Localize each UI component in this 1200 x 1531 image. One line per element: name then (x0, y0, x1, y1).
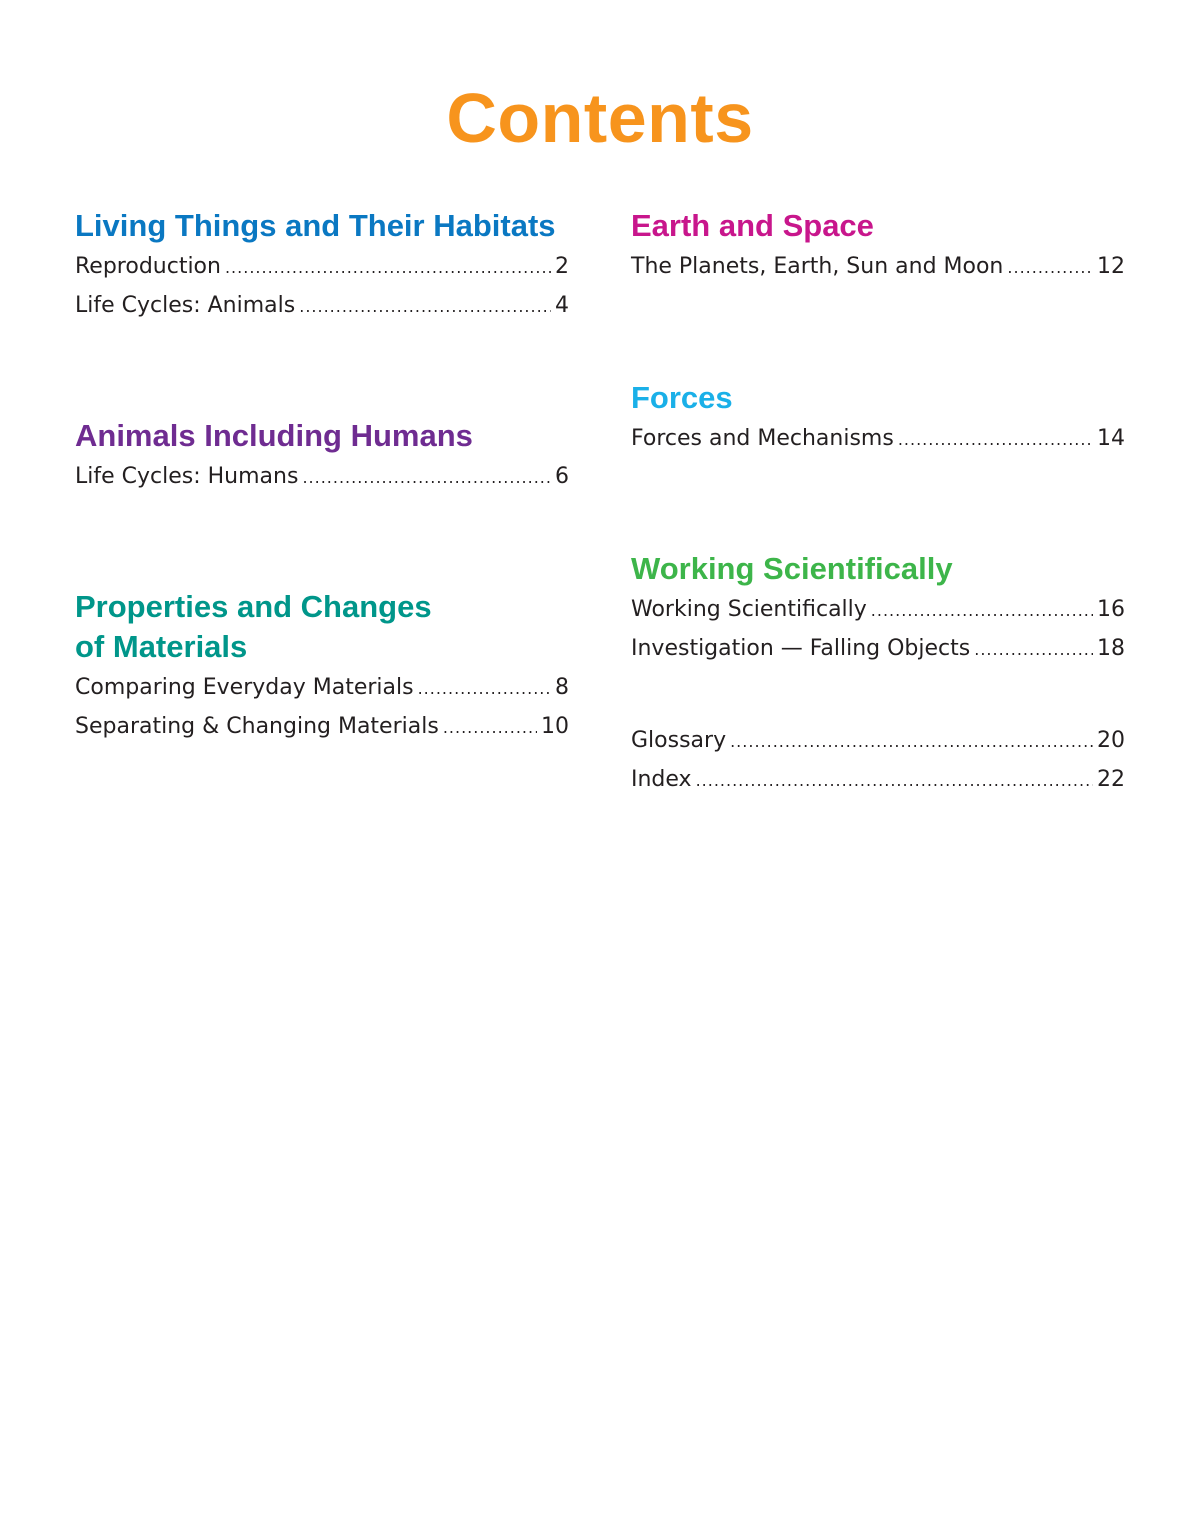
section-heading: Living Things and Their Habitats (75, 208, 556, 243)
page-number: 14 (1097, 426, 1125, 451)
entry-label: Working Scientifically (631, 597, 867, 622)
entry-label: Reproduction (75, 254, 221, 279)
dot-leader (1007, 248, 1093, 287)
toc-entry[interactable] (75, 669, 569, 708)
dot-leader (302, 458, 551, 497)
section-heading: Working Scientifically (631, 551, 953, 586)
toc-entry-glossary[interactable] (631, 722, 1125, 761)
section-animals (75, 416, 569, 497)
entry-label: Investigation — Falling Objects (631, 636, 971, 661)
toc-entry[interactable] (75, 708, 569, 747)
page-number: 16 (1097, 597, 1125, 622)
toc-entry[interactable] (631, 248, 1125, 287)
toc-entry-index[interactable] (631, 761, 1125, 800)
page-number: 2 (555, 254, 569, 279)
section-heading: Earth and Space (631, 208, 874, 243)
dot-leader (696, 761, 1093, 800)
section-back-matter (631, 722, 1125, 800)
entry-label: Comparing Everyday Materials (75, 675, 414, 700)
page-number: 20 (1097, 728, 1125, 753)
section-earth-space (631, 206, 1125, 287)
toc-entry[interactable] (75, 248, 569, 287)
page-number: 12 (1097, 254, 1125, 279)
entry-label: Separating & Changing Materials (75, 714, 439, 739)
dot-leader (299, 287, 551, 326)
page-title: Contents (446, 79, 754, 157)
entry-label: Life Cycles: Humans (75, 464, 299, 489)
entry-label: Index (631, 767, 692, 792)
section-heading: Forces (631, 380, 733, 415)
toc-entry[interactable] (75, 287, 569, 326)
dot-leader (898, 420, 1093, 459)
page-number: 4 (555, 293, 569, 318)
dot-leader (418, 669, 551, 708)
toc-entry[interactable] (631, 420, 1125, 459)
section-heading: Properties and Changes (75, 589, 432, 624)
toc-entry[interactable] (631, 630, 1125, 669)
dot-leader (871, 591, 1093, 630)
page-number: 18 (1097, 636, 1125, 661)
dot-leader (443, 708, 537, 747)
section-living-things (75, 206, 569, 326)
page-number: 22 (1097, 767, 1125, 792)
page-number: 10 (541, 714, 569, 739)
dot-leader (225, 248, 551, 287)
entry-label: Forces and Mechanisms (631, 426, 894, 451)
dot-leader (730, 722, 1093, 761)
entry-label: The Planets, Earth, Sun and Moon (631, 254, 1004, 279)
toc-entry[interactable] (631, 591, 1125, 630)
section-materials (75, 587, 569, 747)
section-heading: Animals Including Humans (75, 418, 473, 453)
dot-leader (974, 630, 1093, 669)
section-forces (631, 378, 1125, 459)
page-number: 8 (555, 675, 569, 700)
page-number: 6 (555, 464, 569, 489)
toc-entry[interactable] (75, 458, 569, 497)
entry-label: Glossary (631, 728, 727, 753)
entry-label: Life Cycles: Animals (75, 293, 296, 318)
section-working-scientifically (631, 549, 1125, 669)
section-heading-line2: of Materials (75, 629, 248, 664)
